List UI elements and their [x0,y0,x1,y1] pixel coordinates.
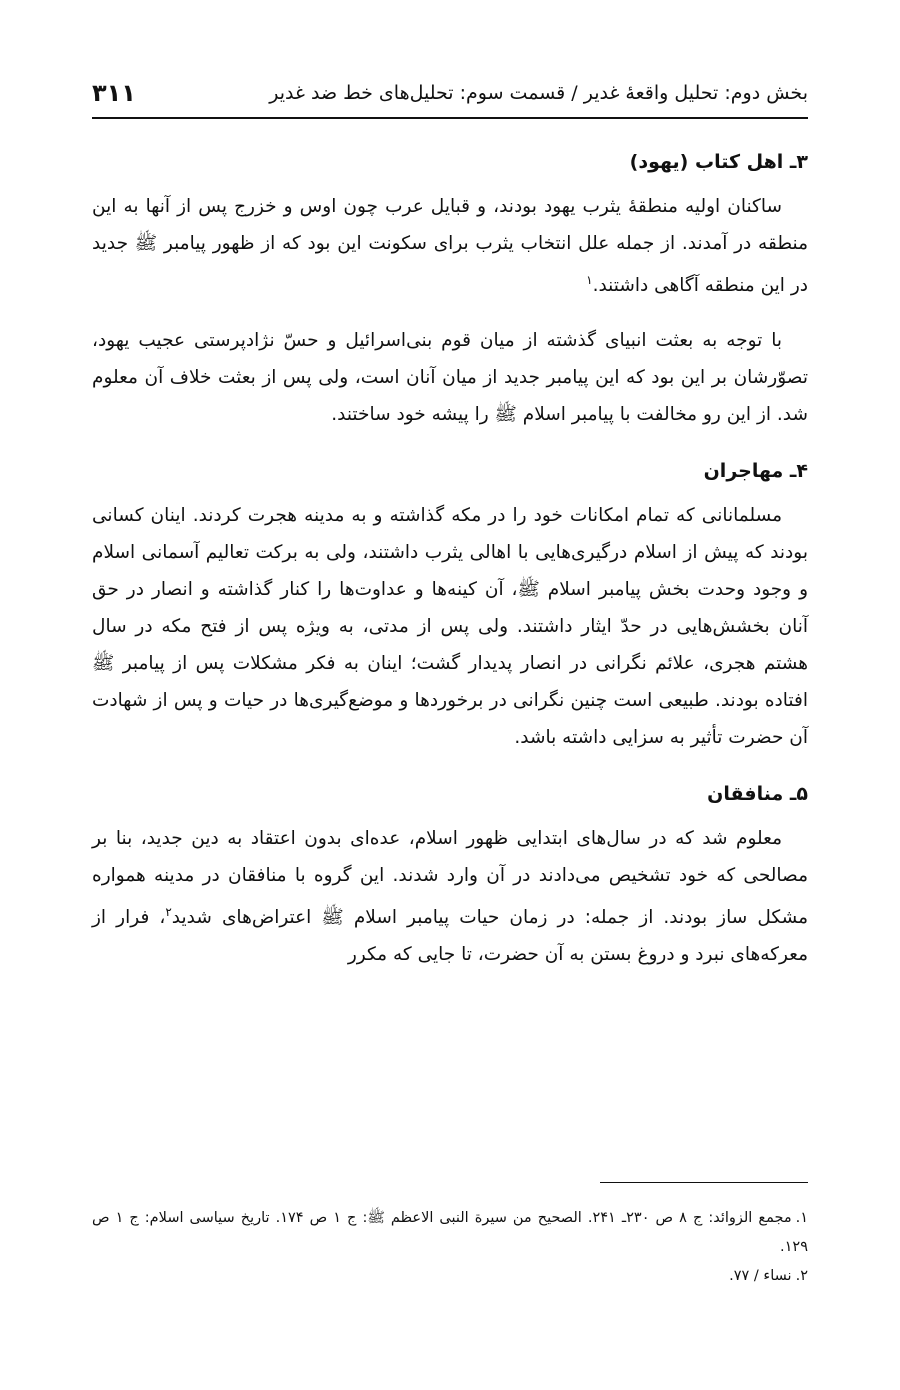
footnote-number: ۱. [795,1210,809,1226]
paragraph-text: ساکنان اولیه منطقهٔ یثرب یهود بودند، و قبایل عرب چون اوس و خزرج پس از آنها به این منطقه در آمدند. از جمله علل انتخاب یثرب برای سکونت این بود که از ظهور پیامبر ﷺ جدید در این منطقه آگاهی داشتند. [92,196,808,297]
page-number: ۳۱۱ [92,79,136,107]
main-content [92,142,808,991]
paragraph-text: معلوم شد که در سال‌های ابتدایی ظهور اسلام، عده‌ای بدون اعتقاد به دین جدید، بنا بر مصالحی که خود تشخیص می‌دادند در آن وارد شدند. این گروه با منافقان در مدینه همواره مشکل ساز بودند. از جمله: در زمان حیات پیامبر اسلام ﷺ اعتراض‌های شدید [92,828,808,929]
footnote-number: ۲. [795,1268,808,1284]
section-heading-ahl-kitab: ۳ـ اهل کتاب (یهود) [629,151,808,173]
footnote-item [92,1262,808,1291]
paragraph-text-tail: ، فرار از معرکه‌های نبرد و دروغ بستن به آن حضرت، تا جایی که مکرر [92,907,808,966]
paragraph-text: مسلمانانی که تمام امکانات خود را در مکه گذاشته و به مدینه هجرت کردند. اینان کسانی بودند که پیش از اسلام درگیری‌هایی با اهالی یثرب داشتند، ولی به برکت تعالیم آسمانی اسلام و وجود وحدت بخش پیامبر اسلام ﷺ، آن کینه‌ها و عداوت‌ها را کنار گذاشته و انصار در حق آنان بخشش‌هایی در حدّ ایثار داشتند. ولی پس از مدتی، به ویژه پس از فتح مکه در سال هشتم هجری، علائم نگرانی در انصار پدیدار گشت؛ اینان به فکر مشکلات پس از پیامبر ﷺ افتاده بودند. طبیعی است چنین نگرانی در برخوردها و موضع‌گیری‌ها در حیات و پس از شهادت آن حضرت تأثیر به سزایی داشته باشد. [92,505,808,749]
header-divider [92,117,808,119]
footnote-text: مجمع الزوائد: ج ۸ ص ۲۳۰ـ ۲۴۱. الصحیح من سیرة النبی الاعظم ﷺ: ج ۱ ص ۱۷۴. تاریخ سیاسی اسلام: ج ۱ ص ۱۲۹. [92,1210,808,1255]
running-header-title: بخش دوم: تحلیل واقعهٔ غدیر / قسمت سوم: تحلیل‌های خط ضد غدیر [269,82,808,104]
paragraph-text: با توجه به بعثت انبیای گذشته از میان قوم بنی‌اسرائیل و حسّ نژادپرستی عجیب یهود، تصوّرشان بر این بود که این پیامبر جدید از میان آنان است، ولی پس از بعثت خلاف آن معلوم شد. از این رو مخالفت با پیامبر اسلام ﷺ را پیشه خود ساختند. [92,330,808,426]
footnote-item [92,1204,808,1262]
section-heading-monafeqan: ۵ـ منافقان [707,783,808,806]
footnote-mark[interactable]: ۲ [165,905,172,920]
section-heading-mohajeran: ۴ـ مهاجران [703,460,808,483]
paragraph [92,188,808,304]
book-page [92,0,808,1390]
paragraph [92,820,808,973]
running-header [92,76,808,110]
footnotes [92,1204,808,1291]
footnote-mark[interactable]: ۱ [586,273,593,287]
footnote-text: نساء / ۷۷. [729,1268,792,1284]
paragraph [92,497,808,756]
paragraph [92,322,808,433]
footnote-divider [600,1182,808,1183]
